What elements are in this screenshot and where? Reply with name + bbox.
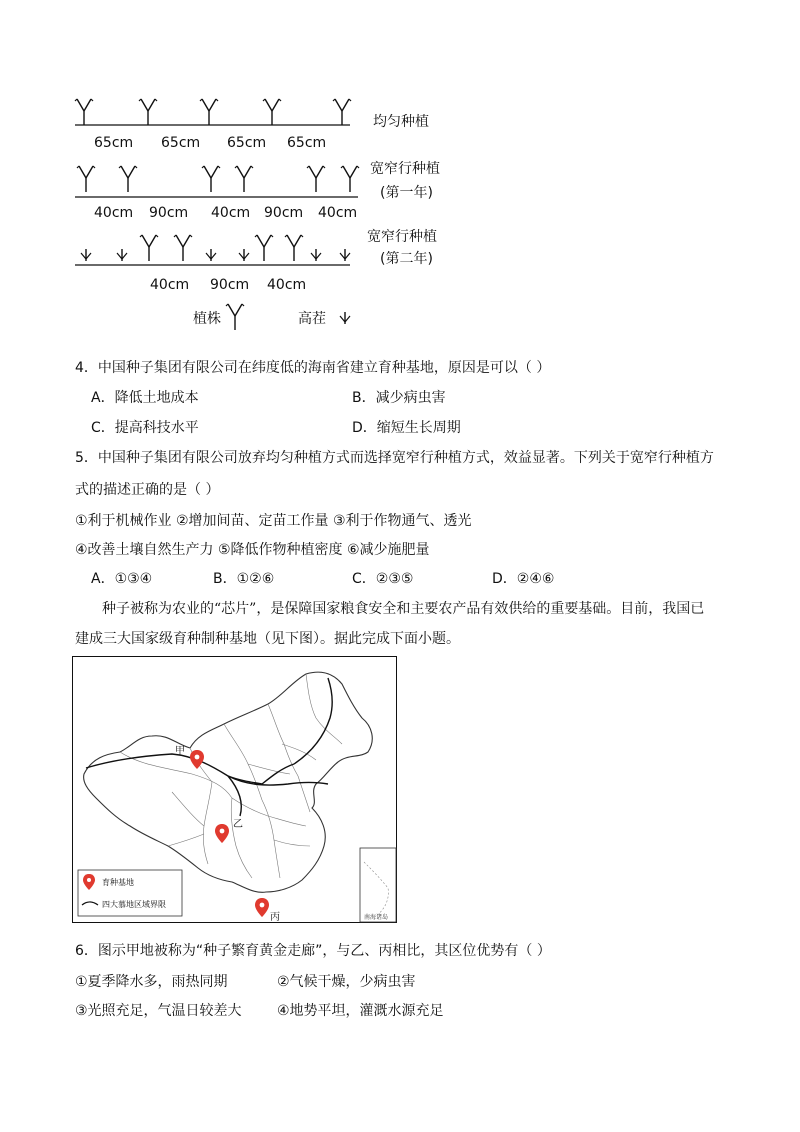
row1-plant (263, 99, 281, 125)
row3-stubble (239, 249, 249, 261)
legend-boundary-label: 四大慕地区域界限 (102, 900, 166, 909)
q5-option-c: C．②③⑤ (352, 571, 414, 587)
row2-plant (307, 166, 325, 192)
row2-plant (77, 166, 95, 192)
row3-plant (140, 235, 158, 261)
q5-option-a: A．①③④ (91, 571, 153, 587)
row1-plant (200, 99, 218, 125)
row2-label: 宽窄行种植 (370, 161, 440, 177)
row1-plant (75, 99, 93, 125)
q5-items-row1: ①利于机械作业 ②增加间苗、定苗工作量 ③利于作物通气、透光 (75, 513, 472, 529)
row2-plant (341, 166, 359, 192)
row1-spacing: 65cm (94, 135, 134, 151)
label-bing: 丙 (270, 912, 280, 923)
row2-spacing: 40cm (318, 205, 358, 221)
label-yi: 乙 (233, 819, 243, 830)
legend-stubble-symbol (340, 312, 350, 324)
q5-option-d: D．②④⑥ (492, 571, 555, 587)
legend-plant-symbol (226, 304, 244, 330)
q4-option-a: A．降低土地成本 (91, 390, 199, 406)
q6-option-2: ②气候干燥，少病虫害 (277, 974, 416, 990)
q6-option-1: ①夏季降水多，雨热同期 (75, 974, 228, 990)
china-seed-base-map (72, 656, 398, 924)
row1-plant (139, 99, 157, 125)
q4-stem: 4．中国种子集团有限公司在纬度低的海南省建立育种基地，原因是可以（ ） (75, 360, 551, 376)
row2-spacing: 90cm (149, 205, 189, 221)
row2-spacing: 40cm (94, 205, 134, 221)
row2-plant (119, 166, 137, 192)
row2-label-year: (第一年) (380, 185, 433, 201)
row3-spacing: 90cm (210, 277, 250, 293)
q4-option-d: D．缩短生长周期 (352, 420, 461, 436)
legend-base-label: 育种基地 (102, 878, 134, 887)
passage-line-2: 建成三大国家级育种制种基地（见下图）。据此完成下面小题。 (75, 631, 460, 647)
row3-spacing: 40cm (150, 277, 190, 293)
row3-stubble (340, 249, 350, 261)
label-jia: 甲 (175, 746, 185, 757)
row2-spacing: 40cm (211, 205, 251, 221)
q6-stem: 6．图示甲地被称为“种子繁育黄金走廊”，与乙、丙相比，其区位优势有（ ） (75, 943, 551, 959)
q4-option-b: B．减少病虫害 (352, 390, 446, 406)
row1-spacing: 65cm (227, 135, 267, 151)
row1-spacing: 65cm (287, 135, 327, 151)
row3-spacing: 40cm (267, 277, 307, 293)
q5-stem: 5．中国种子集团有限公司放弃均匀种植方式而选择宽窄行种植方式，效益显著。下列关于宽窄行种植方 (75, 450, 714, 466)
row1-plant (333, 99, 351, 125)
row3-plant (285, 235, 303, 261)
legend-plant-label: 植株 (193, 311, 221, 327)
q6-option-4: ④地势平坦，灌溉水源充足 (277, 1003, 444, 1019)
row2-plant (235, 166, 253, 192)
inset-label: 南海诸岛 (364, 914, 389, 921)
q5-option-b: B．①②⑥ (213, 571, 275, 587)
row1-label: 均匀种植 (373, 114, 429, 130)
q5-items-row2: ④改善土壤自然生产力 ⑤降低作物种植密度 ⑥减少施肥量 (75, 542, 430, 558)
row3-stubble (117, 249, 127, 261)
south-china-sea-inset (360, 848, 396, 922)
legend-stubble-label: 高茬 (298, 311, 326, 327)
row3-plant (174, 235, 192, 261)
row3-label-year: (第二年) (380, 251, 433, 267)
row3-stubble (81, 249, 91, 261)
row2-plant (202, 166, 220, 192)
row2-spacing: 90cm (264, 205, 304, 221)
passage-line-1: 种子被称为农业的“芯片”，是保障国家粮食安全和主要农产品有效供给的重要基础。目前，我国已 (102, 601, 705, 617)
q4-option-c: C．提高科技水平 (91, 420, 199, 436)
q6-option-3: ③光照充足，气温日较差大 (75, 1003, 242, 1019)
row1-spacing: 65cm (161, 135, 201, 151)
row3-stubble (311, 249, 321, 261)
row3-plant (255, 235, 273, 261)
row3-stubble (206, 249, 216, 261)
row3-label: 宽窄行种植 (367, 229, 437, 245)
q5-stem-cont: 式的描述正确的是（ ） (75, 482, 220, 498)
